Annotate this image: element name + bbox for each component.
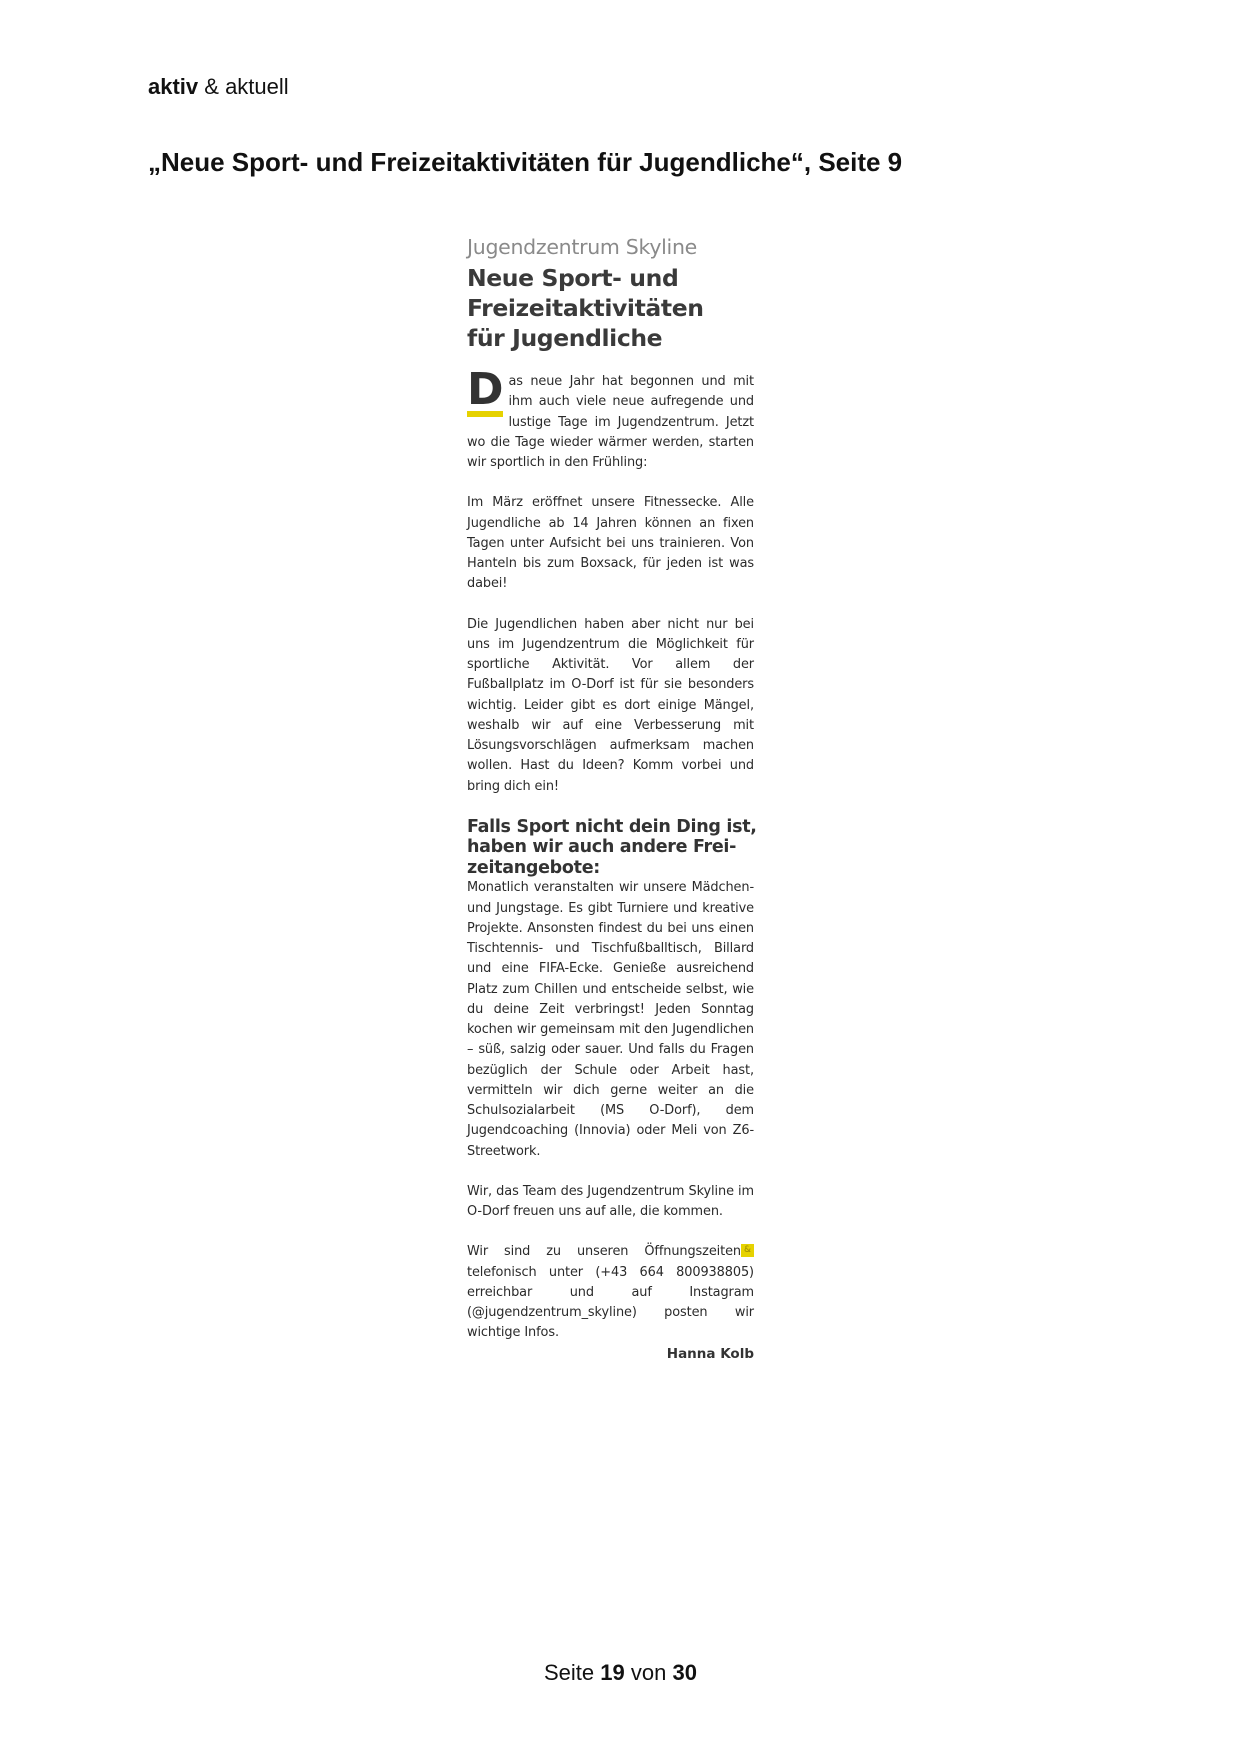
page-current: 19 xyxy=(600,1660,625,1685)
page-middle: von xyxy=(630,1660,667,1685)
article-paragraph-offers: Monatlich veranstalten wir unsere Mädchen- und Jungstage. Es gibt Turniere und kreative Projekte. Ansonsten findest du bei uns einen Tischtennis- und Tischfußballtisch, Billard und eine FIFA-Ecke. Genieße ausreichend Platz zum Chillen und entscheide selbst, wie du deine Zeit verbringst! Jeden Sonntag kochen wir gemeinsam mit den Jugendlichen – süß, salzig oder sauer. Und falls du Fragen bezüglich der Schule oder Arbeit hast, vermitteln wir dich gerne weiter an die Schulsozialarbeit (MS O-Dorf), dem Jugendcoaching (Innovia) oder Meli von Z6-Streetwork. xyxy=(467,880,754,1159)
contact-text: Wir sind zu unseren Öffnungszeiten telefonisch unter (+43 664 800938805) erreichbar und auf Instagram (@jugendzentrum_skyline) posten wir wichtige Infos. xyxy=(467,1244,754,1341)
article-title-line: Freizeitaktivitäten xyxy=(467,294,704,322)
subheading-line: zeitangebote: xyxy=(467,857,600,878)
article-author: Hanna Kolb xyxy=(666,1345,754,1362)
brand-rest: & aktuell xyxy=(204,74,289,99)
article-title-line: für Jugendliche xyxy=(467,324,663,352)
newspaper-clipping xyxy=(467,233,757,1364)
end-mark-icon: & xyxy=(741,1244,754,1257)
article-subheading xyxy=(467,816,757,879)
page-number xyxy=(0,1660,1241,1686)
article-title xyxy=(467,263,754,353)
brand-bold: aktiv xyxy=(148,74,199,99)
article-paragraph-fitness: Im März eröffnet unsere Fitnessecke. Alle Jugendliche ab 14 Jahren können an fixen Tagen unter Aufsicht bei uns trainieren. Von Hanteln bis zum Boxsack, für jeden ist was dabei! xyxy=(467,495,754,592)
running-header xyxy=(148,74,289,100)
page-total: 30 xyxy=(672,1660,697,1685)
subheading-line: Falls Sport nicht dein Ding ist, xyxy=(467,816,757,837)
article-kicker: Jugendzentrum Skyline xyxy=(467,235,697,259)
document-title: „Neue Sport- und Freizeitaktivitäten für Jugendliche“, Seite 9 xyxy=(148,147,903,177)
subheading-line: haben wir auch andere Frei- xyxy=(467,837,737,858)
article-paragraph-team: Wir, das Team des Jugendzentrum Skyline im O-Dorf freuen uns auf alle, die kommen. xyxy=(467,1183,754,1219)
article-paragraph-contact xyxy=(467,1242,754,1343)
article-paragraph-intro xyxy=(467,364,754,473)
dropcap-letter: D xyxy=(467,364,504,415)
intro-text: as neue Jahr hat begonnen und mit ihm auch viele neue aufregende und lustige Tage im Jugendzentrum. Jetzt wo die Tage wieder wärmer werden, starten wir sportlich in den Frühling: xyxy=(467,374,754,470)
page-prefix: Seite xyxy=(544,1660,595,1685)
article-title-line: Neue Sport- und xyxy=(467,264,679,292)
article-paragraph-football: Die Jugendlichen haben aber nicht nur bei uns im Jugendzentrum die Möglichkeit für sportliche Aktivität. Vor allem der Fußballplatz im O-Dorf ist für sie besonders wichtig. Leider gibt es dort einige Mängel, weshalb wir auf eine Verbesserung mit Lösungsvorschlägen aufmerksam machen wollen. Hast du Ideen? Komm vorbei und bring dich ein! xyxy=(467,616,754,794)
